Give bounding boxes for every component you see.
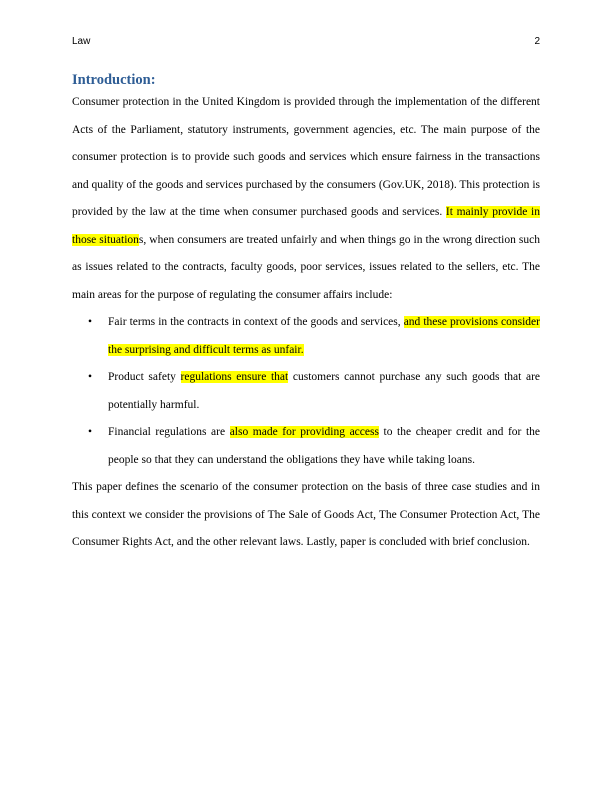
list-item: [72, 309, 540, 364]
section-heading: Introduction:: [72, 72, 156, 88]
list-item: [72, 419, 540, 474]
closing-paragraph: This paper defines the scenario of the consumer protection on the basis of three case studies and in this context we consider the provisions of The Sale of Goods Act, The Consumer Protection Act, The Consumer Rights Act, and the other relevant laws. Lastly, paper is concluded with brief conclusion.: [72, 481, 540, 548]
highlighted-text: and these provisions consider the surprising and difficult terms as unfair.: [108, 316, 540, 356]
page-number: 2: [534, 36, 540, 47]
highlighted-text: also made for providing access: [229, 426, 379, 438]
highlighted-text: It mainly provide in those situation: [72, 206, 540, 246]
bullet-icon: •: [88, 316, 93, 328]
running-head: Law: [72, 36, 91, 47]
list-item-text: Fair terms in the contracts in context of the goods and services,: [108, 316, 404, 328]
list-item-text: Product safety: [108, 371, 181, 383]
intro-paragraph-text-2: s, when consumers are treated unfairly and when things go in the wrong direction such as issues related to the contracts, faculty goods, poor services, issues related to the sellers, etc. The main areas for the purpose of regulating the consumer affairs include:: [72, 233, 540, 301]
bullet-icon: •: [88, 426, 93, 438]
list-item: [72, 364, 540, 419]
list-item-text: to the cheaper credit and for the people so that they can understand the obligations they have while taking loans.: [108, 426, 541, 466]
document-body: [72, 71, 540, 557]
bullet-icon: •: [88, 371, 93, 383]
list-item-text: customers cannot purchase any such goods that are potentially harmful.: [108, 371, 541, 411]
highlighted-text: regulations ensure that: [180, 371, 289, 383]
page-header: [72, 36, 540, 50]
intro-paragraph: [72, 89, 540, 309]
intro-paragraph-text-1: Consumer protection in the United Kingdom is provided through the implementation of the different Acts of the Parliament, statutory instruments, government agencies, etc. The main purpose of the consumer protection is to provide such goods and services which ensure fairness in the transactions and quality of the goods and services purchased by the consumers (Gov.UK, 2018). This protection is provided by the law at the time when consumer purchased goods and services.: [72, 96, 540, 218]
list-item-text: Financial regulations are: [108, 426, 230, 438]
bullet-list: [72, 309, 540, 474]
